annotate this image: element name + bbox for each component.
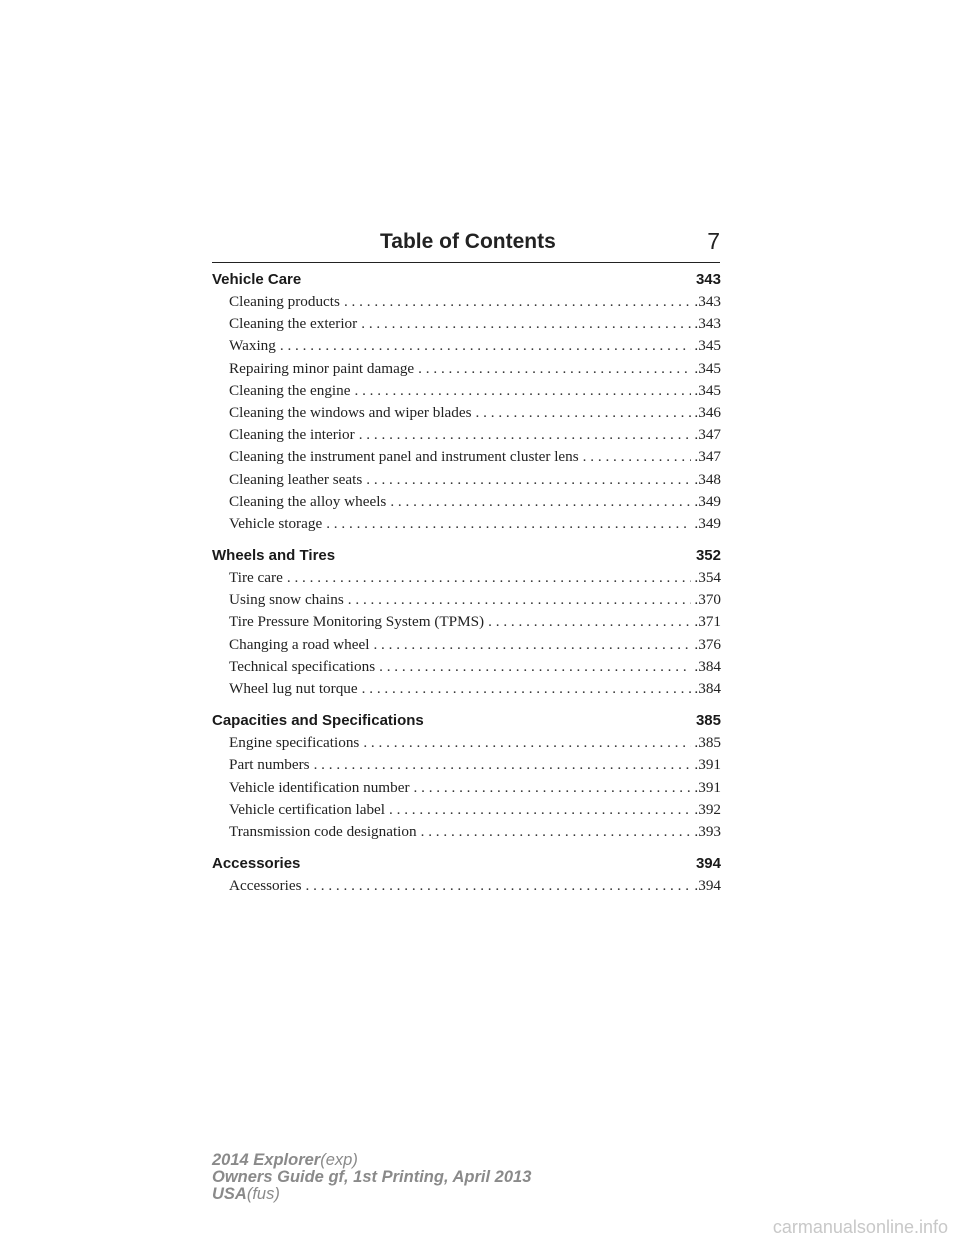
entry-label: Part numbers: [229, 756, 310, 774]
entry-label: Changing a road wheel: [229, 635, 370, 653]
dot-leader: [488, 611, 691, 633]
toc-entry[interactable]: [229, 732, 721, 754]
toc-entry[interactable]: [229, 634, 721, 656]
entry-label: Cleaning leather seats: [229, 470, 363, 488]
toc-section: [212, 268, 721, 535]
page-header: [212, 228, 720, 263]
footer-market: USA: [212, 1185, 247, 1203]
section-page-number: 343: [695, 271, 721, 288]
toc-entry[interactable]: [229, 777, 721, 799]
toc-entry[interactable]: [229, 656, 721, 678]
dot-leader: [421, 821, 692, 843]
section-title: Wheels and Tires: [212, 547, 336, 565]
dot-leader: [373, 634, 691, 656]
toc-entry[interactable]: [229, 335, 721, 357]
entry-page-number: .346: [694, 403, 721, 421]
entry-label: Cleaning the alloy wheels: [229, 492, 387, 510]
entry-page-number: .348: [694, 470, 721, 488]
entry-page-number: .391: [694, 778, 721, 796]
entry-label: Tire Pressure Monitoring System (TPMS): [229, 613, 485, 631]
entry-page-number: .349: [694, 514, 721, 532]
section-page-number: 352: [695, 547, 721, 565]
footer-market-code: (fus): [246, 1185, 280, 1203]
entry-page-number: .345: [694, 381, 721, 399]
section-page-number: 394: [695, 855, 721, 873]
toc-entry[interactable]: [229, 821, 721, 843]
watermark[interactable]: carmanualsonline.info: [772, 1217, 948, 1237]
entry-page-number: .385: [694, 734, 721, 752]
entry-label: Vehicle storage: [229, 514, 323, 532]
document-footer: [212, 1152, 531, 1203]
toc-entry[interactable]: [229, 402, 721, 424]
entry-label: Engine specifications: [229, 734, 360, 752]
footer-model-code: (exp): [320, 1151, 358, 1169]
dot-leader: [390, 491, 691, 513]
dot-leader: [306, 875, 692, 897]
toc-entry[interactable]: [229, 491, 721, 513]
entry-label: Cleaning the engine: [229, 381, 351, 399]
entry-page-number: .394: [694, 877, 721, 895]
dot-leader: [389, 799, 691, 821]
entry-label: Using snow chains: [229, 591, 344, 609]
entry-label: Waxing: [229, 337, 276, 355]
dot-leader: [287, 567, 692, 589]
dot-leader: [362, 678, 692, 700]
toc-entry[interactable]: [229, 567, 721, 589]
toc-entry[interactable]: [229, 358, 721, 380]
footer-model: 2014 Explorer: [212, 1151, 321, 1169]
toc-entry[interactable]: [229, 754, 721, 776]
table-of-contents: [212, 268, 721, 906]
dot-leader: [354, 380, 691, 402]
entry-page-number: .393: [694, 822, 721, 840]
entry-page-number: .391: [694, 756, 721, 774]
entry-page-number: .343: [694, 315, 721, 333]
entry-label: Cleaning products: [229, 293, 340, 310]
footer-line-model: [212, 1152, 531, 1169]
page-title: Table of Contents: [380, 230, 556, 253]
dot-leader: [363, 732, 691, 754]
dot-leader: [348, 589, 692, 611]
entry-page-number: .370: [694, 591, 721, 609]
entry-page-number: .345: [694, 359, 721, 377]
toc-entry[interactable]: [229, 313, 721, 335]
dot-leader: [359, 424, 692, 446]
entry-page-number: .392: [694, 800, 721, 818]
toc-entry[interactable]: [229, 469, 721, 491]
dot-leader: [414, 777, 692, 799]
toc-section: [212, 544, 721, 700]
entry-page-number: .347: [694, 426, 721, 444]
entry-page-number: .384: [694, 680, 721, 697]
entry-page-number: .345: [694, 337, 721, 355]
entry-label: Cleaning the instrument panel and instrument cluster lens: [229, 448, 579, 466]
footer-line-printing: Owners Guide gf, 1st Printing, April 2013: [212, 1168, 532, 1186]
entry-label: Technical specifications: [229, 657, 376, 675]
entry-page-number: .349: [694, 492, 721, 510]
entry-label: Accessories: [229, 877, 302, 895]
toc-section-heading[interactable]: [212, 544, 721, 567]
toc-entry[interactable]: [229, 875, 721, 897]
entry-label: Vehicle identification number: [229, 778, 410, 796]
entry-label: Tire care: [229, 569, 283, 587]
toc-entry[interactable]: [229, 611, 721, 633]
entry-page-number: .384: [694, 657, 721, 675]
entry-label: Cleaning the windows and wiper blades: [229, 403, 472, 421]
dot-leader: [583, 446, 692, 468]
footer-line-market: [212, 1186, 531, 1203]
toc-section-heading[interactable]: [212, 709, 721, 732]
toc-entry[interactable]: [229, 513, 721, 535]
entry-page-number: .347: [694, 448, 721, 466]
entry-page-number: .343: [694, 293, 721, 310]
entry-page-number: .371: [694, 613, 721, 631]
entry-label: Wheel lug nut torque: [229, 680, 358, 697]
dot-leader: [379, 656, 691, 678]
dot-leader: [361, 313, 691, 335]
toc-section: [212, 852, 721, 897]
section-title: Capacities and Specifications: [212, 712, 424, 730]
toc-entry[interactable]: [229, 446, 721, 468]
toc-entry[interactable]: [229, 424, 721, 446]
toc-entry[interactable]: [229, 799, 721, 821]
section-title: Vehicle Care: [212, 271, 302, 288]
dot-leader: [476, 402, 692, 424]
toc-section: [212, 709, 721, 843]
dot-leader: [418, 358, 691, 380]
entry-label: Cleaning the exterior: [229, 315, 358, 333]
dot-leader: [344, 291, 691, 313]
section-page-number: 385: [695, 712, 721, 730]
toc-entry[interactable]: [229, 589, 721, 611]
toc-entry[interactable]: [229, 291, 721, 313]
dot-leader: [366, 469, 691, 491]
entry-label: Transmission code designation: [229, 822, 417, 840]
toc-entry[interactable]: [229, 380, 721, 402]
entry-label: Vehicle certification label: [229, 800, 386, 818]
section-title: Accessories: [212, 855, 301, 873]
entry-page-number: .376: [694, 635, 721, 653]
page-number: 7: [707, 228, 720, 254]
entry-label: Repairing minor paint damage: [229, 359, 415, 377]
dot-leader: [326, 513, 691, 535]
toc-section-heading[interactable]: [212, 268, 721, 291]
entry-page-number: .354: [694, 569, 721, 587]
entry-label: Cleaning the interior: [229, 426, 355, 444]
toc-entry[interactable]: [229, 678, 721, 700]
toc-section-heading[interactable]: [212, 852, 721, 875]
dot-leader: [280, 335, 692, 357]
dot-leader: [314, 754, 692, 776]
